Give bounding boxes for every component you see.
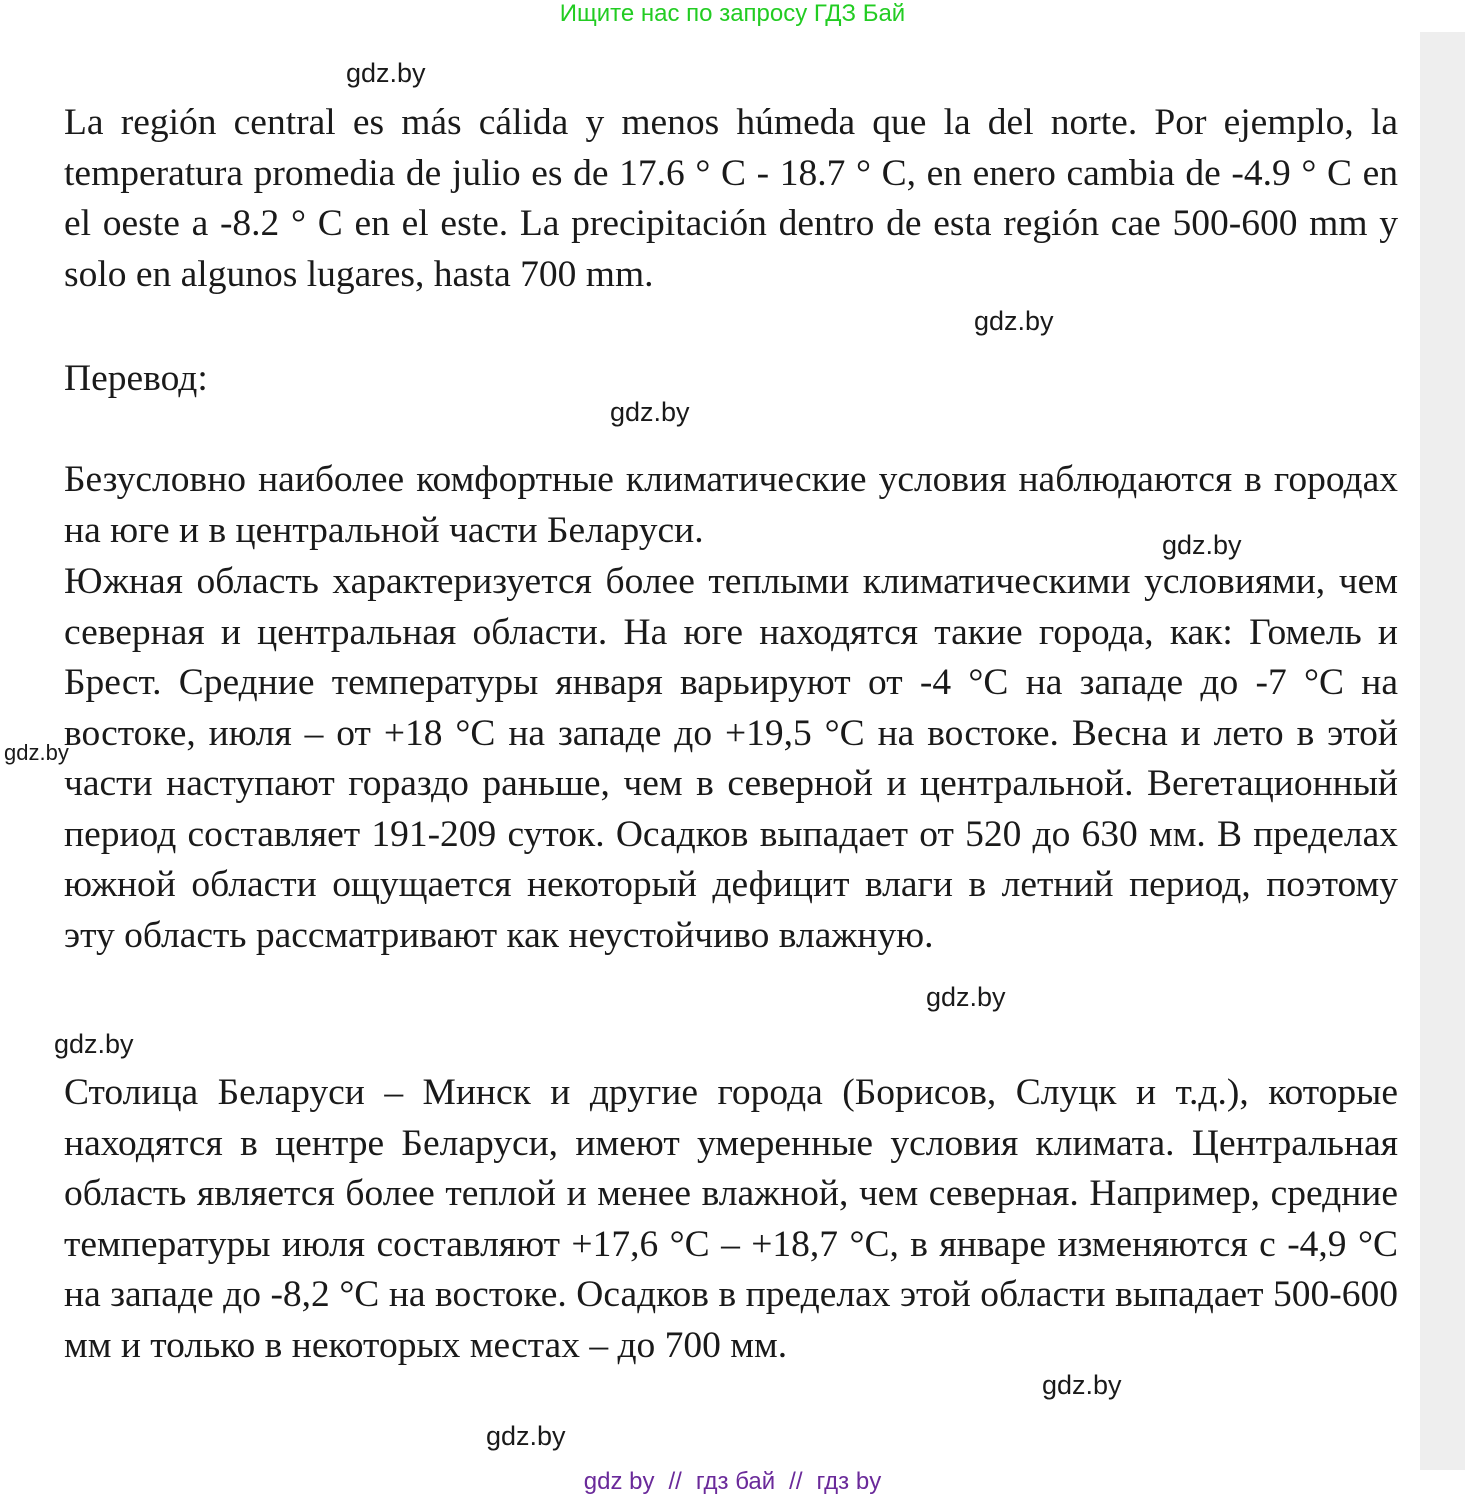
- russian-paragraph-2: Южная область характеризуется более теплыми климатическими условиями, чем северная и центральная области. На юге находятся такие города, как: Гомель и Брест. Средние температуры января варьируют от -4 °С на западе до -7 °С на востоке, июля – от +18 °С на западе до +19,5 °С на востоке. Весна и лето в этой части наступают гораздо раньше, чем в северной и центральной. Вегетационный период составляет 191-209 суток. Осадков выпадает от 520 до 630 мм. В пределах южной области ощущается некоторый дефицит влаги в летний период, поэтому эту область рассматривают как неустойчиво влажную.: [64, 561, 1398, 956]
- top-banner: Ищите нас по запросу ГДЗ Бай: [559, 0, 906, 27]
- watermark: gdz.by: [346, 58, 426, 88]
- watermark: gdz.by: [926, 982, 1006, 1012]
- watermark: gdz.by: [54, 1029, 134, 1059]
- russian-paragraph-3: Столица Беларуси – Минск и другие города (Борисов, Слуцк и т.д.), которые находятся в центре Беларуси, имеют умеренные условия климата. Центральная область является более теплой и менее влажной, чем северная. Например, средние температуры июля составляют +17,6 °С – +18,7 °С, в январе изменяются с -4,9 °С на западе до -8,2 °С на востоке. Осадков в пределах этой области выпадает 500-600 мм и только в некоторых местах – до 700 мм.: [64, 1072, 1398, 1366]
- spanish-paragraph: La región central es más cálida y menos húmeda que la del norte. Por ejemplo, la temperatura promedia de julio es de 17.6 ° C - 18.7 ° C, en enero cambia de -4.9 ° C en el oeste a -8.2 ° C en el este. La precipitación dentro de esta región cae 500-600 mm y solo en algunos lugares, hasta 700 mm.: [64, 102, 1398, 295]
- watermark: gdz.by: [4, 740, 69, 765]
- watermark: gdz.by: [486, 1421, 566, 1451]
- translation-heading: Перевод:: [64, 358, 208, 399]
- watermark: gdz.by: [974, 306, 1054, 336]
- footer-link-gdz-bai[interactable]: гдз бай: [695, 1468, 776, 1495]
- side-panel: [1420, 32, 1465, 1470]
- footer-link-gdz-by[interactable]: gdz by: [583, 1468, 655, 1495]
- footer-link-gdz-by-cyr[interactable]: гдз by: [816, 1468, 882, 1495]
- footer-separator: //: [789, 1468, 803, 1495]
- footer-links: [0, 1467, 1465, 1497]
- russian-paragraph-1: Безусловно наиболее комфортные климатические условия наблюдаются в городах на юге и в центральной части Беларуси.: [64, 459, 1398, 551]
- watermark: gdz.by: [1162, 530, 1242, 560]
- watermark: gdz.by: [1042, 1370, 1122, 1400]
- footer-separator: //: [668, 1468, 682, 1495]
- watermark: gdz.by: [610, 397, 690, 427]
